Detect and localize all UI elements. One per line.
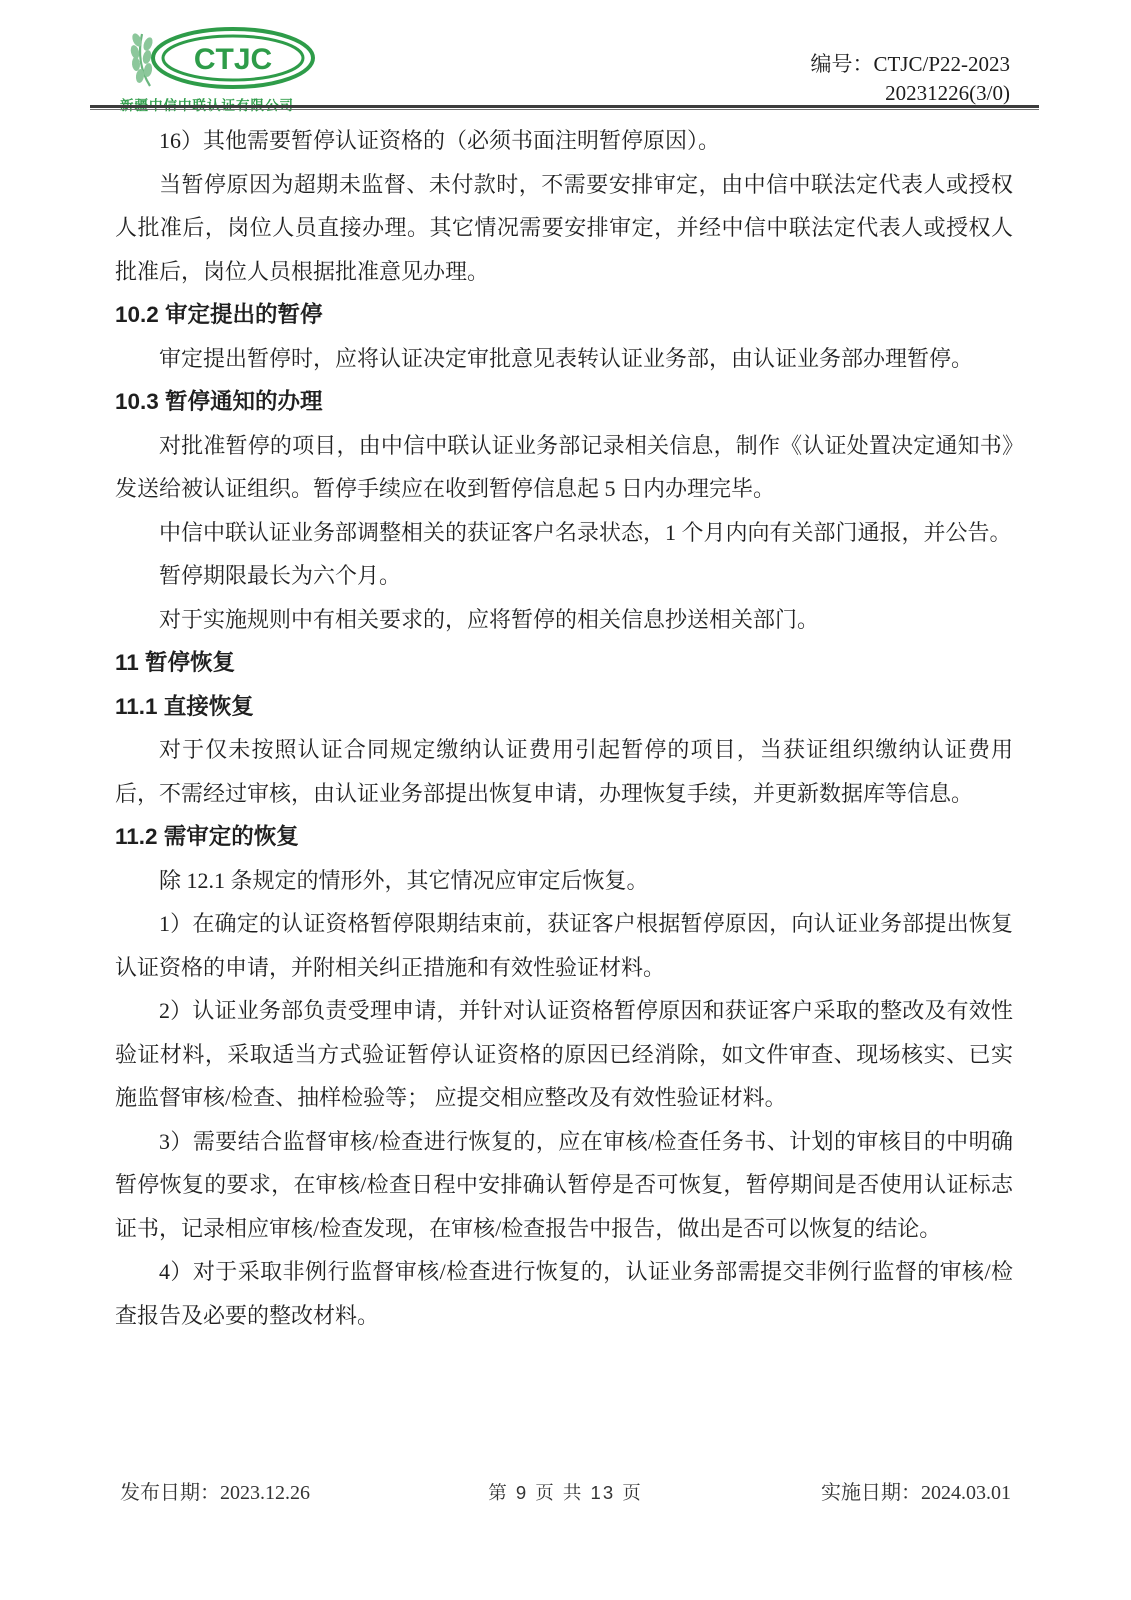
page-number: 第 9 页 共 13 页 (488, 1482, 643, 1503)
body-paragraph: 1）在确定的认证资格暂停限期结束前，获证客户根据暂停原因，向认证业务部提出恢复认证资格的申请，并附相关纠正措施和有效性验证材料。 (115, 911, 1013, 980)
body-paragraph: 中信中联认证业务部调整相关的获证客户名录状态，1 个月内向有关部门通报，并公告。 (159, 519, 1012, 545)
company-name: 新疆中信中联认证有限公司 (120, 98, 294, 113)
header-divider (90, 105, 1039, 110)
company-logo (120, 26, 330, 114)
page-footer (120, 1476, 1011, 1505)
body-paragraph: 3）需要结合监督审核/检查进行恢复的，应在审核/检查任务书、计划的审核目的中明确暂停恢复的要求，在审核/检查日程中安排确认暂停是否可恢复，暂停期间是否使用认证标志证书，记录相应审核/检查发现，在审核/检查报告中报告，做出是否可以恢复的结论。 (115, 1128, 1013, 1241)
body-paragraph: 当暂停原因为超期未监督、未付款时，不需要安排审定，由中信中联法定代表人或授权人批准后，岗位人员直接办理。其它情况需要安排审定，并经中信中联法定代表人或授权人批准后，岗位人员根据批准意见办理。 (115, 171, 1013, 284)
logo-acronym: CTJC (193, 43, 273, 76)
body-paragraph: 对于仅未按照认证合同规定缴纳认证费用引起暂停的项目，当获证组织缴纳认证费用后，不需经过审核，由认证业务部提出恢复申请，办理恢复手续，并更新数据库等信息。 (115, 737, 1013, 806)
document-body (115, 119, 1013, 1337)
body-paragraph: 审定提出暂停时，应将认证决定审批意见表转认证业务部，由认证业务部办理暂停。 (159, 345, 974, 371)
section-heading: 11.1 直接恢复 (115, 693, 254, 719)
body-paragraph: 除 12.1 条规定的情形外，其它情况应审定后恢复。 (159, 867, 649, 893)
section-heading: 11.2 需审定的恢复 (115, 824, 299, 849)
body-paragraph: 4）对于采取非例行监督审核/检查进行恢复的，认证业务部需提交非例行监督的审核/检查报告及必要的整改材料。 (115, 1259, 1013, 1328)
body-paragraph: 对批准暂停的项目，由中信中联认证业务部记录相关信息，制作《认证处置决定通知书》发送给被认证组织。暂停手续应在收到暂停信息起 5 日内办理完毕。 (115, 432, 1013, 501)
doc-number-block (810, 50, 1010, 108)
section-heading: 10.3 暂停通知的办理 (115, 389, 323, 414)
release-date: 发布日期：2023.12.26 (120, 1482, 310, 1504)
section-heading: 11 暂停恢复 (115, 650, 236, 675)
wheat-stalk-icon (129, 32, 154, 86)
ctjc-logo-icon (120, 26, 320, 92)
implementation-date: 实施日期：2024.03.01 (820, 1482, 1011, 1504)
body-paragraph: 2）认证业务部负责受理申请，并针对认证资格暂停原因和获证客户采取的整改及有效性验证材料，采取适当方式验证暂停认证资格的原因已经消除，如文件审查、现场核实、已实施监督审核/检查、抽样检验等； 应提交相应整改及有效性验证材料。 (115, 998, 1013, 1110)
doc-number: 编号：CTJC/P22-2023 (810, 52, 1010, 76)
body-paragraph: 对于实施规则中有相关要求的，应将暂停的相关信息抄送相关部门。 (159, 606, 820, 632)
doc-revision: 20231226(3/0) (885, 81, 1010, 105)
body-paragraph: 16）其他需要暂停认证资格的（必须书面注明暂停原因）。 (159, 128, 721, 153)
section-heading: 10.2 审定提出的暂停 (115, 302, 323, 327)
body-paragraph: 暂停期限最长为六个月。 (159, 563, 402, 588)
